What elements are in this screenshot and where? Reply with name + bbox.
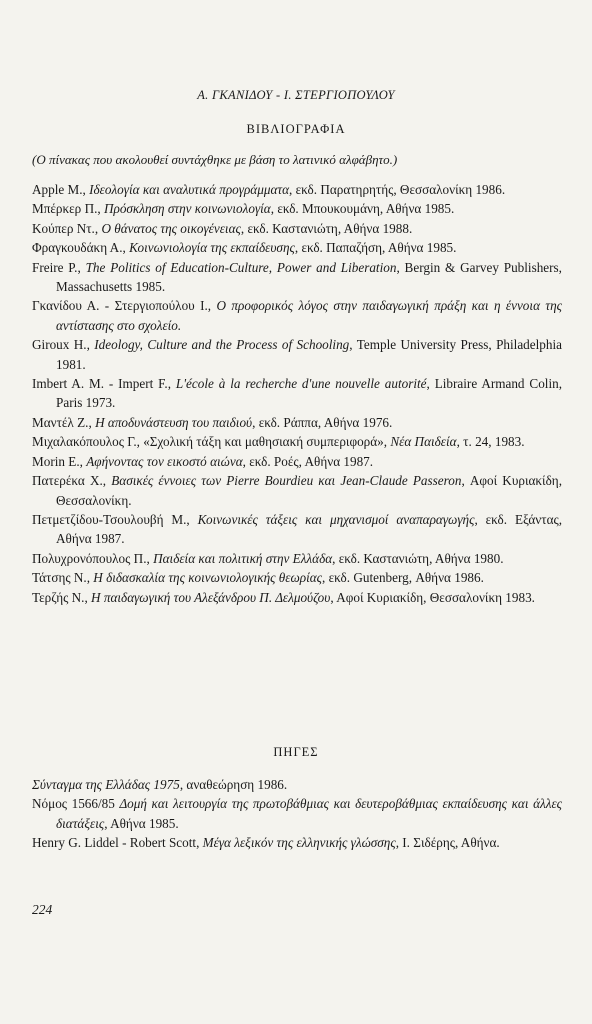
running-header: Α. ΓΚΑΝΙΔΟΥ - Ι. ΣΤΕΡΓΙΟΠΟΥΛΟΥ [197,88,395,102]
entry-title: Η διδασκαλία της κοινωνιολογικής θεωρίας [93,570,323,586]
entry-author: Πολυχρονόπουλος Π., [32,550,154,566]
bibliography-entry [32,374,562,413]
entry-author: Τάτσης Ν., [32,570,94,586]
entry-author: Imbert A. M. - Impert F., [32,376,176,392]
bibliography-entry [32,296,562,335]
entry-title: Βασικές έννοιες των Pierre Bourdieu και Jean-Claude Passeron [111,473,462,489]
entry-title: Ο προφορικός λόγος στην παιδαγωγική πράξη και η έννοια της αντίστασης στο σχολείο. [56,298,562,333]
entry-publication: , Αφοί Κυριακίδη, Θεσσαλονίκη 1983. [330,589,535,605]
bibliography-entry [32,432,562,451]
bibliography-entry [32,219,562,238]
bibliography-entry [32,588,562,607]
entry-publication: , εκδ. Ράππα, Αθήνα 1976. [252,414,393,430]
bibliography-note: (Ο πίνακας που ακολουθεί συντάχθηκε με βάση το λατινικό αλφάβητο.) [32,152,398,167]
entry-publication: , Libraire Armand Colin, Paris 1973. [56,376,563,411]
entry-author: Μαντέλ Ζ., [32,414,96,430]
entry-publication: , τ. 24, 1983. [456,434,525,450]
entry-author: Νόμος 1566/85 [32,796,120,812]
entry-title: Πρόσκληση στην κοινωνιολογία [103,201,271,217]
entry-author: Henry G. Liddel - Robert Scott, [32,835,203,851]
entry-publication: , εκδ. Gutenberg, Αθήνα 1986. [322,570,484,586]
bibliography-entry [32,238,562,257]
bibliography-entry [32,568,562,587]
bibliography-entry [32,413,562,432]
entry-author: Πετμετζίδου-Τσουλουβή Μ., [32,511,198,527]
entry-author: Giroux H., [32,337,95,353]
entry-title: Μέγα λεξικόν της ελληνικής γλώσσης [202,835,396,851]
entry-publication: , Αφοί Κυριακίδη, Θεσσαλονίκη. [56,473,563,508]
entry-publication: , εκδ. Παπαζήση, Αθήνα 1985. [294,240,457,256]
bibliography-entry [32,180,562,199]
bibliography-list [32,180,562,607]
bibliography-entry [32,452,562,471]
entry-publication: , εκδ. Καστανιώτη, Αθήνα 1980. [332,550,504,566]
entry-title: Η παιδαγωγική του Αλεξάνδρου Π. Δελμούζου [91,589,331,605]
bibliography-entry [32,199,562,218]
bibliography-entry [32,471,562,510]
entry-publication: , εκδ. Εξάντας, Αθήνα 1987. [56,511,562,547]
entry-title: Ideology, Culture and the Process of Schooling [94,337,350,353]
bibliography-entry [32,258,562,297]
entry-publication: , Temple University Press, Philadelphia 1981. [56,337,562,372]
entry-author: Φραγκουδάκη Α., [32,240,130,256]
sources-list [32,775,562,853]
bibliography-title: ΒΙΒΛΙΟΓΡΑΦΙΑ [246,122,346,136]
entry-title: Κοινωνικές τάξεις και μηχανισμοί αναπαραγωγής [197,511,475,527]
entry-title: Ιδεολογία και αναλυτικά προγράμματα [89,182,290,197]
entry-title: Η αποδυνάστευση του παιδιού [95,414,253,430]
entry-publication: , αναθεώρηση 1986. [179,777,288,792]
entry-author: Τερζής Ν., [32,589,92,605]
entry-author: Μπέρκερ Π., [32,201,104,217]
entry-title: The Politics of Education-Culture, Power and Liberation [85,259,397,275]
bibliography-entry [32,335,562,374]
bibliography-entry [32,833,562,852]
entry-publication: , εκδ. Μπουκουμάνη, Αθήνα 1985. [270,201,455,217]
entry-title: Κοινωνιολογία της εκπαίδευσης [129,240,295,256]
entry-author: Freire P., [32,259,86,275]
bibliography-entry [32,510,562,549]
sources-title: ΠΗΓΕΣ [273,745,319,759]
entry-publication: , εκδ. Παρατηρητής, Θεσσαλονίκη 1986. [289,182,506,197]
entry-title: Παιδεία και πολιτική στην Ελλάδα [153,550,333,566]
entry-author: Apple M., [32,182,90,197]
entry-title: Σύνταγμα της Ελλάδας 1975 [32,777,180,792]
entry-title: Αφήνοντας τον εικοστό αιώνα [86,453,243,469]
entry-title: Νέα Παιδεία [390,434,457,450]
entry-title: Δομή και λειτουργία της πρωτοβάθμιας και δευτεροβάθμιας εκπαίδευσης και άλλες διατάξεις [56,796,562,831]
entry-author: Μιχαλακόπουλος Γ., «Σχολική τάξη και μαθησιακή συμπεριφορά», [32,434,391,450]
entry-publication: , Bergin & Garvey Publishers, Massachusetts 1985. [56,259,562,295]
entry-publication: , Ι. Σιδέρης, Αθήνα. [395,835,500,851]
bibliography-entry [32,775,562,794]
entry-title: Ο θάνατος της οικογένειας [101,220,241,236]
entry-author: Πατερέκα Χ., [32,473,112,489]
entry-publication: , εκδ. Ροές, Αθήνα 1987. [242,453,374,469]
entry-author: Κούπερ Ντ., [32,220,102,236]
page-number: 224 [32,902,53,917]
bibliography-entry [32,549,562,568]
entry-author: Γκανίδου Α. - Στεργιοπούλου Ι., [32,298,217,314]
entry-publication: , Αθήνα 1985. [104,815,179,831]
entry-author: Morin E., [32,453,87,469]
bibliography-entry [32,794,562,833]
entry-title: L'école à la recherche d'une nouvelle autorité [175,376,427,392]
entry-publication: , εκδ. Καστανιώτη, Αθήνα 1988. [240,220,413,236]
